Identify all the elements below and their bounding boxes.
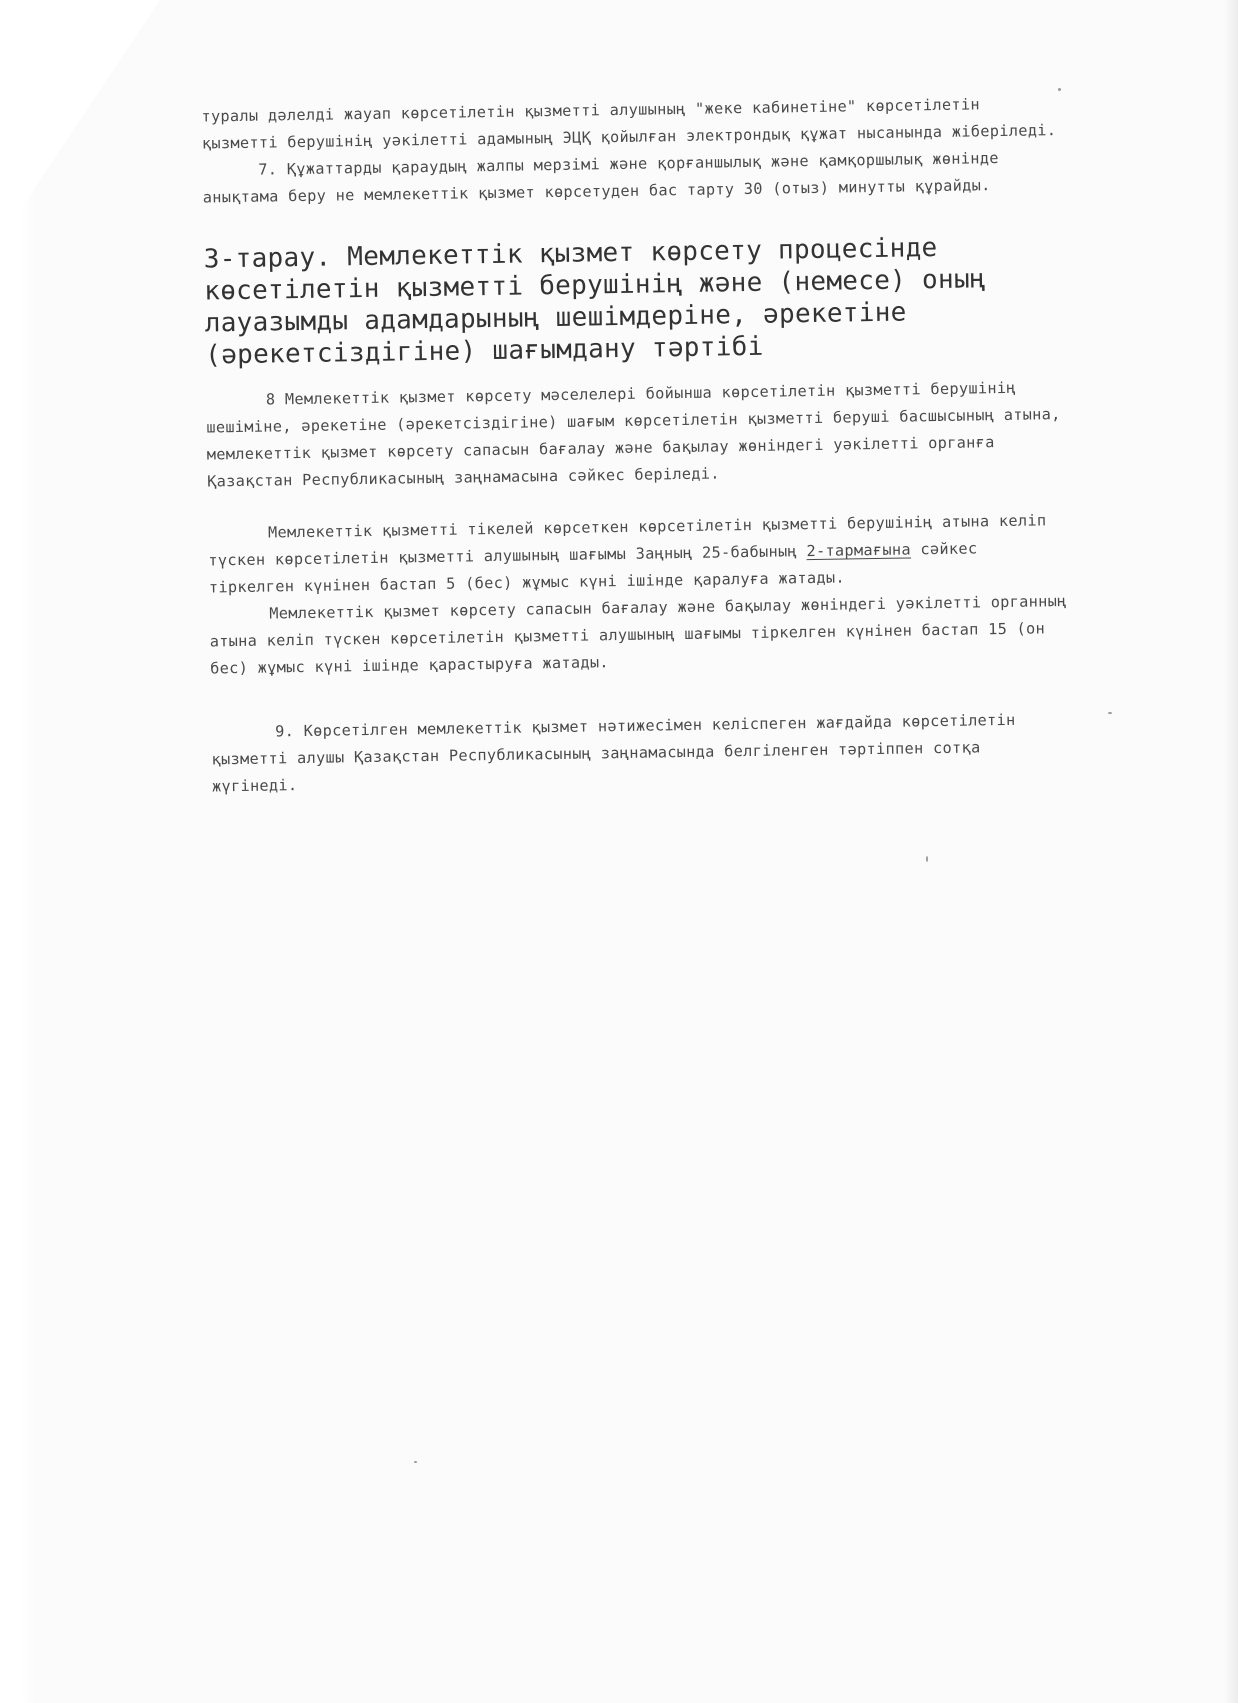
dust-speck [414,1461,417,1463]
section-heading-line-2: көсетілетін қызметті берушінің және (немесе) оның [204,264,987,307]
paragraph-8-2-line-2: атына келіп түскен көрсетілетін қызметті алушының шағымы тіркелген күнінен бастап 15 (он [209,619,1046,651]
paragraph-9-line-1: 9. Көрсетілген мемлекеттік қызмет нәтижесімен келіспеген жағдайда көрсетілетін [275,710,1016,741]
paragraph-8-1-line-2-end: сәйкес [910,539,978,559]
paragraph-8-line-4: Қазақстан Республикасының заңнамасына сәйкес беріледі. [207,464,720,491]
paragraph-9-line-3: жүгінеді. [211,776,298,796]
paragraph-8-1-line-1: Мемлекеттік қызметті тікелей көрсеткен көрсетілетін қызметті берушінің атына келіп [267,511,1047,542]
section-heading-line-1: 3-тарау. Мемлекеттік қызмет көрсету процесінде [203,232,938,275]
paragraph-9-line-2: қызметті алушы Қазақстан Республикасының заңнамасында белгіленген тәртіппен сотқа [211,738,981,769]
paragraph-8-2-line-1: Мемлекеттік қызмет көрсету сапасын бағалау және бақылау жөніндегі уәкілетті органның [269,592,1067,623]
top-fragment-line-1: туралы дәлелді жауап көрсетілетін қызметті алушының "жеке кабинетіне" көрсетілетін [201,95,981,126]
dust-speck [926,856,928,862]
dust-speck [1058,88,1061,91]
paragraph-8-line-1: 8 Мемлекеттік қызмет көрсету мәселелері бойынша көрсетілетін қызметті берушінің [265,378,1016,409]
top-fragment-line-2: қызметті берушінің уәкілетті адамының ЭЦҚ қойылған электрондық құжат нысанында жіберіледі. [201,121,1057,153]
paragraph-8-line-2: шешіміне, әрекетіне (әрекетсіздігіне) шағым көрсетілетін қызметті беруші басшысының атына, [206,405,1061,437]
paragraph-7-line-1: 7. Құжаттарды қараудың жалпы мерзімі және қорғаншылық және қамқоршылық жөнінде [258,149,999,179]
dust-speck [1108,712,1112,714]
paragraph-8-1-line-2-start: түскен көрсетілетін қызметті алушының шағымы Заңның 25-бабының [208,542,807,570]
section-heading-line-4: (әрекетсіздігіне) шағымдану тәртібі [205,331,764,371]
paragraph-8-line-3: мемлекеттік қызмет көрсету сапасын бағалау және бақылау жөніндегі уәкілетті органға [206,433,995,464]
law-article-link[interactable]: 2-тармағына [806,540,912,561]
paragraph-7-line-2: анықтама беру не мемлекеттік қызмет көрсетуден бас тарту 30 (отыз) минутты құрайды. [202,176,991,207]
section-heading-line-3: лауазымды адамдарының шешімдеріне, әрекетіне [204,297,907,339]
paragraph-8-2-line-3: бес) жұмыс күні ішінде қарастыруға жатады. [210,653,609,678]
scan-corner-left [0,0,160,240]
scan-edge-left [0,0,36,1703]
scan-edge-right [1224,0,1238,1703]
paragraph-8-1-line-3: тіркелген күнінен бастап 5 (бес) жұмыс күні ішінде қаралуға жатады. [208,568,846,597]
paragraph-8-1-line-2 [208,541,977,568]
